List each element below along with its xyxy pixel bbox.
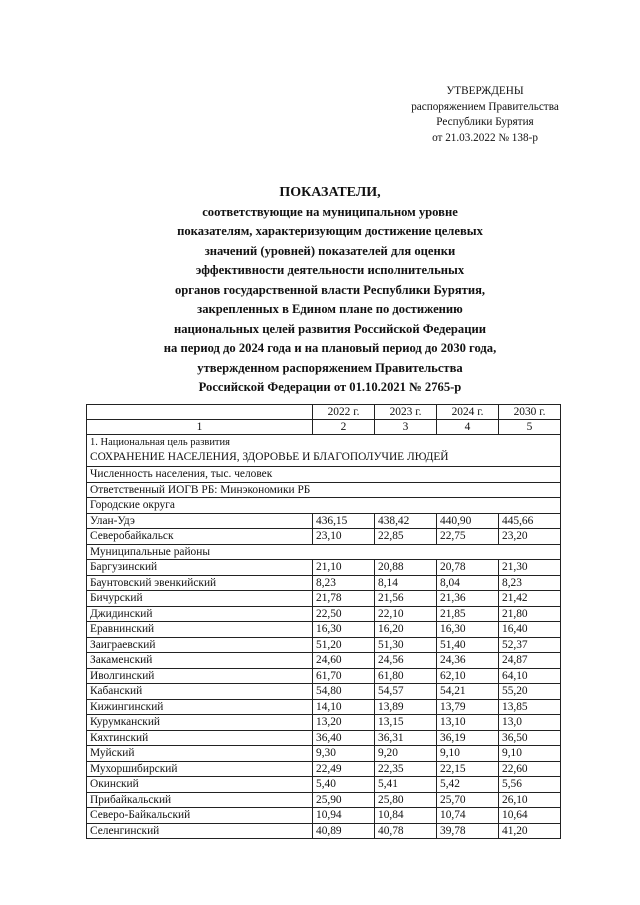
value-cell: 10,74 bbox=[437, 808, 499, 824]
municipality-name: Северобайкальск bbox=[87, 529, 313, 545]
responsible-authority: Ответственный ИОГВ РБ: Минэкономики РБ bbox=[87, 482, 561, 498]
value-cell: 36,19 bbox=[437, 730, 499, 746]
municipality-name: Джидинский bbox=[87, 606, 313, 622]
header-empty-cell bbox=[87, 405, 313, 420]
value-cell: 40,89 bbox=[313, 823, 375, 839]
value-cell: 9,10 bbox=[437, 746, 499, 762]
value-cell: 20,78 bbox=[437, 560, 499, 576]
value-cell: 10,94 bbox=[313, 808, 375, 824]
value-cell: 5,42 bbox=[437, 777, 499, 793]
municipality-name: Улан-Удэ bbox=[87, 513, 313, 529]
title-line: закрепленных в Едином плане по достижению bbox=[197, 302, 463, 316]
goal-number: 1. Национальная цель развития bbox=[90, 437, 230, 448]
value-cell: 16,40 bbox=[499, 622, 561, 638]
value-cell: 8,14 bbox=[375, 575, 437, 591]
value-cell: 21,56 bbox=[375, 591, 437, 607]
title-heading: ПОКАЗАТЕЛИ, bbox=[279, 185, 381, 200]
value-cell: 54,21 bbox=[437, 684, 499, 700]
responsible-row bbox=[87, 482, 561, 498]
value-cell: 22,50 bbox=[313, 606, 375, 622]
value-cell: 24,36 bbox=[437, 653, 499, 669]
value-cell: 51,40 bbox=[437, 637, 499, 653]
value-cell: 39,78 bbox=[437, 823, 499, 839]
value-cell: 13,79 bbox=[437, 699, 499, 715]
value-cell: 21,85 bbox=[437, 606, 499, 622]
value-cell: 41,20 bbox=[499, 823, 561, 839]
title-line: утвержденном распоряжением Правительства bbox=[197, 360, 463, 375]
value-cell: 5,40 bbox=[313, 777, 375, 793]
value-cell: 52,37 bbox=[499, 637, 561, 653]
column-number: 5 bbox=[499, 420, 561, 435]
municipality-name: Бичурский bbox=[87, 591, 313, 607]
goal-cell bbox=[87, 435, 561, 467]
table-row bbox=[87, 529, 561, 545]
table-row bbox=[87, 653, 561, 669]
year-header: 2024 г. bbox=[437, 405, 499, 420]
year-header: 2022 г. bbox=[313, 405, 375, 420]
table-row bbox=[87, 560, 561, 576]
value-cell: 14,10 bbox=[313, 699, 375, 715]
municipality-name: Селенгинский bbox=[87, 823, 313, 839]
value-cell: 13,10 bbox=[437, 715, 499, 731]
value-cell: 13,0 bbox=[499, 715, 561, 731]
municipality-name: Прибайкальский bbox=[87, 792, 313, 808]
municipality-name: Баргузинский bbox=[87, 560, 313, 576]
title-line: органов государственной власти Республики Бурятия, bbox=[174, 282, 486, 297]
value-cell: 22,10 bbox=[375, 606, 437, 622]
municipality-name: Курумканский bbox=[87, 715, 313, 731]
value-cell: 21,80 bbox=[499, 606, 561, 622]
table-row bbox=[87, 622, 561, 638]
value-cell: 440,90 bbox=[437, 513, 499, 529]
value-cell: 24,87 bbox=[499, 653, 561, 669]
value-cell: 23,10 bbox=[313, 529, 375, 545]
municipality-name: Баунтовский эвенкийский bbox=[87, 575, 313, 591]
title-line: соответствующие на муниципальном уровне bbox=[202, 204, 458, 219]
municipality-name: Иволгинский bbox=[87, 668, 313, 684]
value-cell: 61,70 bbox=[313, 668, 375, 684]
value-cell: 438,42 bbox=[375, 513, 437, 529]
municipality-name: Кижингинский bbox=[87, 699, 313, 715]
table-row bbox=[87, 730, 561, 746]
municipality-name: Северо-Байкальский bbox=[87, 808, 313, 824]
municipality-name: Мухоршибирский bbox=[87, 761, 313, 777]
approval-line: от 21.03.2022 № 138-р bbox=[432, 131, 538, 144]
value-cell: 20,88 bbox=[375, 560, 437, 576]
column-number-row bbox=[87, 420, 561, 435]
value-cell: 21,36 bbox=[437, 591, 499, 607]
value-cell: 436,15 bbox=[313, 513, 375, 529]
title-line: показателям, характеризующим достижение целевых bbox=[177, 224, 483, 238]
title-line: значений (уровней) показателей для оценки bbox=[204, 243, 456, 258]
value-cell: 10,64 bbox=[499, 808, 561, 824]
value-cell: 55,20 bbox=[499, 684, 561, 700]
column-number: 4 bbox=[437, 420, 499, 435]
section-row bbox=[87, 498, 561, 514]
table-row bbox=[87, 591, 561, 607]
value-cell: 23,20 bbox=[499, 529, 561, 545]
table-row bbox=[87, 668, 561, 684]
table-row bbox=[87, 746, 561, 762]
value-cell: 54,80 bbox=[313, 684, 375, 700]
value-cell: 26,10 bbox=[499, 792, 561, 808]
table-row bbox=[87, 823, 561, 839]
value-cell: 40,78 bbox=[375, 823, 437, 839]
table-row bbox=[87, 715, 561, 731]
goal-row bbox=[87, 435, 561, 467]
municipality-name: Кяхтинский bbox=[87, 730, 313, 746]
section-urban: Городские округа bbox=[87, 498, 561, 514]
value-cell: 5,56 bbox=[499, 777, 561, 793]
value-cell: 21,42 bbox=[499, 591, 561, 607]
value-cell: 25,90 bbox=[313, 792, 375, 808]
value-cell: 445,66 bbox=[499, 513, 561, 529]
value-cell: 16,20 bbox=[375, 622, 437, 638]
year-header: 2030 г. bbox=[499, 405, 561, 420]
value-cell: 25,70 bbox=[437, 792, 499, 808]
indicator-name: Численность населения, тыс. человек bbox=[87, 467, 561, 483]
municipality-name: Кабанский bbox=[87, 684, 313, 700]
value-cell: 16,30 bbox=[313, 622, 375, 638]
value-cell: 8,23 bbox=[499, 575, 561, 591]
header-row bbox=[87, 405, 561, 420]
value-cell: 5,41 bbox=[375, 777, 437, 793]
approval-line: распоряжением Правительства bbox=[411, 100, 559, 113]
column-number: 3 bbox=[375, 420, 437, 435]
approval-line: УТВЕРЖДЕНЫ bbox=[446, 85, 524, 97]
indicators-table bbox=[86, 404, 561, 839]
approval-line: Республики Бурятия bbox=[436, 116, 534, 128]
value-cell: 54,57 bbox=[375, 684, 437, 700]
value-cell: 16,30 bbox=[437, 622, 499, 638]
column-number: 1 bbox=[87, 420, 313, 435]
municipality-name: Заиграевский bbox=[87, 637, 313, 653]
indicator-row bbox=[87, 467, 561, 483]
value-cell: 8,23 bbox=[313, 575, 375, 591]
value-cell: 61,80 bbox=[375, 668, 437, 684]
goal-title: СОХРАНЕНИЕ НАСЕЛЕНИЯ, ЗДОРОВЬЕ И БЛАГОПОЛУЧИЕ ЛЮДЕЙ bbox=[90, 451, 449, 463]
title-line: эффективности деятельности исполнительных bbox=[195, 263, 465, 277]
title-line: национальных целей развития Российской Федерации bbox=[173, 321, 487, 336]
value-cell: 13,15 bbox=[375, 715, 437, 731]
value-cell: 36,50 bbox=[499, 730, 561, 746]
value-cell: 22,85 bbox=[375, 529, 437, 545]
column-number: 2 bbox=[313, 420, 375, 435]
value-cell: 25,80 bbox=[375, 792, 437, 808]
table-row bbox=[87, 637, 561, 653]
section-districts: Муниципальные районы bbox=[87, 544, 561, 560]
table-row bbox=[87, 513, 561, 529]
table-row bbox=[87, 684, 561, 700]
municipality-name: Муйский bbox=[87, 746, 313, 762]
value-cell: 21,78 bbox=[313, 591, 375, 607]
table-row bbox=[87, 699, 561, 715]
value-cell: 21,10 bbox=[313, 560, 375, 576]
value-cell: 22,15 bbox=[437, 761, 499, 777]
value-cell: 51,20 bbox=[313, 637, 375, 653]
value-cell: 62,10 bbox=[437, 668, 499, 684]
document-title bbox=[60, 183, 600, 398]
value-cell: 36,40 bbox=[313, 730, 375, 746]
table-row bbox=[87, 761, 561, 777]
value-cell: 9,30 bbox=[313, 746, 375, 762]
value-cell: 13,20 bbox=[313, 715, 375, 731]
value-cell: 22,49 bbox=[313, 761, 375, 777]
value-cell: 8,04 bbox=[437, 575, 499, 591]
table-row bbox=[87, 575, 561, 591]
table-row bbox=[87, 808, 561, 824]
value-cell: 51,30 bbox=[375, 637, 437, 653]
value-cell: 9,20 bbox=[375, 746, 437, 762]
value-cell: 21,30 bbox=[499, 560, 561, 576]
table-row bbox=[87, 777, 561, 793]
title-line: на период до 2024 года и на плановый период до 2030 года, bbox=[163, 341, 497, 355]
value-cell: 22,75 bbox=[437, 529, 499, 545]
value-cell: 13,85 bbox=[499, 699, 561, 715]
municipality-name: Закаменский bbox=[87, 653, 313, 669]
value-cell: 24,60 bbox=[313, 653, 375, 669]
title-line: Российской Федерации от 01.10.2021 № 2765-р bbox=[198, 380, 462, 394]
municipality-name: Окинский bbox=[87, 777, 313, 793]
approval-block bbox=[380, 84, 590, 146]
value-cell: 24,56 bbox=[375, 653, 437, 669]
value-cell: 10,84 bbox=[375, 808, 437, 824]
value-cell: 22,35 bbox=[375, 761, 437, 777]
value-cell: 64,10 bbox=[499, 668, 561, 684]
value-cell: 13,89 bbox=[375, 699, 437, 715]
value-cell: 22,60 bbox=[499, 761, 561, 777]
section-row bbox=[87, 544, 561, 560]
value-cell: 36,31 bbox=[375, 730, 437, 746]
municipality-name: Еравнинский bbox=[87, 622, 313, 638]
table-row bbox=[87, 606, 561, 622]
table-row bbox=[87, 792, 561, 808]
year-header: 2023 г. bbox=[375, 405, 437, 420]
value-cell: 9,10 bbox=[499, 746, 561, 762]
